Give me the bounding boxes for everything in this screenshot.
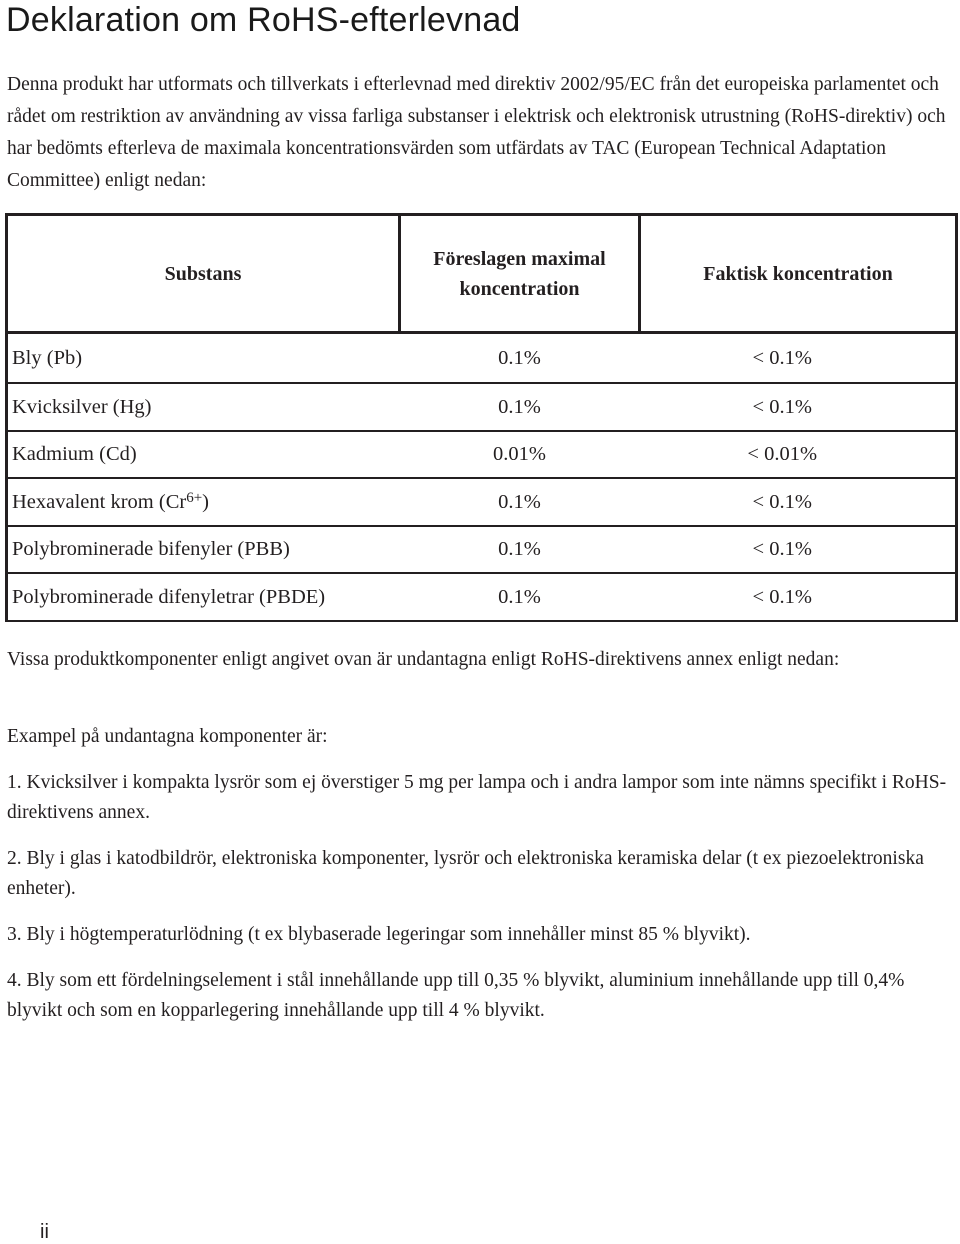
- item-text: Kvicksilver i kompakta lysrör som ej överstiger 5 mg per lampa och i andra lampor som inte nämns specifikt i RoHS-direktivens annex.: [7, 772, 947, 823]
- actual-concentration-cell: < 0.1%: [640, 573, 957, 621]
- substance-cell: Polybrominerade difenyletrar (PBDE): [7, 573, 400, 621]
- header-substance: Substans: [7, 215, 400, 333]
- examples-list: [7, 768, 947, 1042]
- substance-cell: [7, 478, 400, 526]
- substance-prefix: Hexavalent krom (Cr: [12, 490, 187, 513]
- item-number: 4.: [7, 970, 22, 991]
- item-text: Bly i glas i katodbildrör, elektroniska komponenter, lysrör och elektroniska keramiska delar (t ex piezoelektroniska enheter).: [7, 848, 924, 899]
- page-title: Deklaration om RoHS-efterlevnad: [6, 1, 521, 39]
- table-row: [7, 333, 957, 384]
- table-header-row: [7, 215, 957, 333]
- table-row: [7, 478, 957, 526]
- item-number: 1.: [7, 772, 22, 793]
- rohs-table: [5, 213, 958, 622]
- max-concentration-cell: 0.1%: [400, 383, 640, 431]
- max-concentration-cell: 0.01%: [400, 431, 640, 479]
- intro-paragraph: Denna produkt har utformats och tillverkats i efterlevnad med direktiv 2002/95/EC från det europeiska parlamentet och rådet om restriktion av användning av vissa farliga substanser i elektrisk och elektronisk utrustning (RoHS-direktiv) och har bedömts efterleva de maximala koncentrationsvärden som utfärdats av TAC (European Technical Adaptation Committee) enligt nedan:: [7, 74, 946, 191]
- header-max-concentration: Föreslagen maximal koncentration: [400, 215, 640, 333]
- substance-cell: Bly (Pb): [7, 333, 400, 384]
- list-item: [7, 768, 947, 828]
- item-text: Bly som ett fördelningselement i stål innehållande upp till 0,35 % blyvikt, aluminium innehållande upp till 0,4% blyvikt och som en kopparlegering innehållande upp till 4 % blyvikt.: [7, 970, 905, 1021]
- table-row: [7, 383, 957, 431]
- actual-concentration-cell: < 0.1%: [640, 478, 957, 526]
- item-number: 3.: [7, 924, 22, 945]
- examples-heading: Exampel på undantagna komponenter är:: [7, 726, 328, 747]
- exemption-note: Vissa produktkomponenter enligt angivet ovan är undantagna enligt RoHS-direktivens annex enligt nedan:: [7, 649, 840, 670]
- substance-cell: Kvicksilver (Hg): [7, 383, 400, 431]
- item-text: Bly i högtemperaturlödning (t ex blybaserade legeringar som innehåller minst 85 % blyvikt).: [26, 924, 751, 945]
- item-number: 2.: [7, 848, 22, 869]
- table-row: [7, 526, 957, 574]
- list-item: [7, 966, 947, 1026]
- max-concentration-cell: 0.1%: [400, 333, 640, 384]
- actual-concentration-cell: < 0.1%: [640, 333, 957, 384]
- substance-cell: Kadmium (Cd): [7, 431, 400, 479]
- page-number: ii: [40, 1221, 49, 1243]
- substance-cell: Polybrominerade bifenyler (PBB): [7, 526, 400, 574]
- actual-concentration-cell: < 0.1%: [640, 383, 957, 431]
- max-concentration-cell: 0.1%: [400, 573, 640, 621]
- table-row: [7, 431, 957, 479]
- oxidation-state-superscript: 6+: [186, 489, 203, 506]
- header-actual-concentration: Faktisk koncentration: [640, 215, 957, 333]
- substance-suffix: ): [202, 490, 209, 513]
- table-row: [7, 573, 957, 621]
- list-item: [7, 844, 947, 904]
- actual-concentration-cell: < 0.1%: [640, 526, 957, 574]
- actual-concentration-cell: < 0.01%: [640, 431, 957, 479]
- max-concentration-cell: 0.1%: [400, 526, 640, 574]
- max-concentration-cell: 0.1%: [400, 478, 640, 526]
- list-item: [7, 920, 947, 950]
